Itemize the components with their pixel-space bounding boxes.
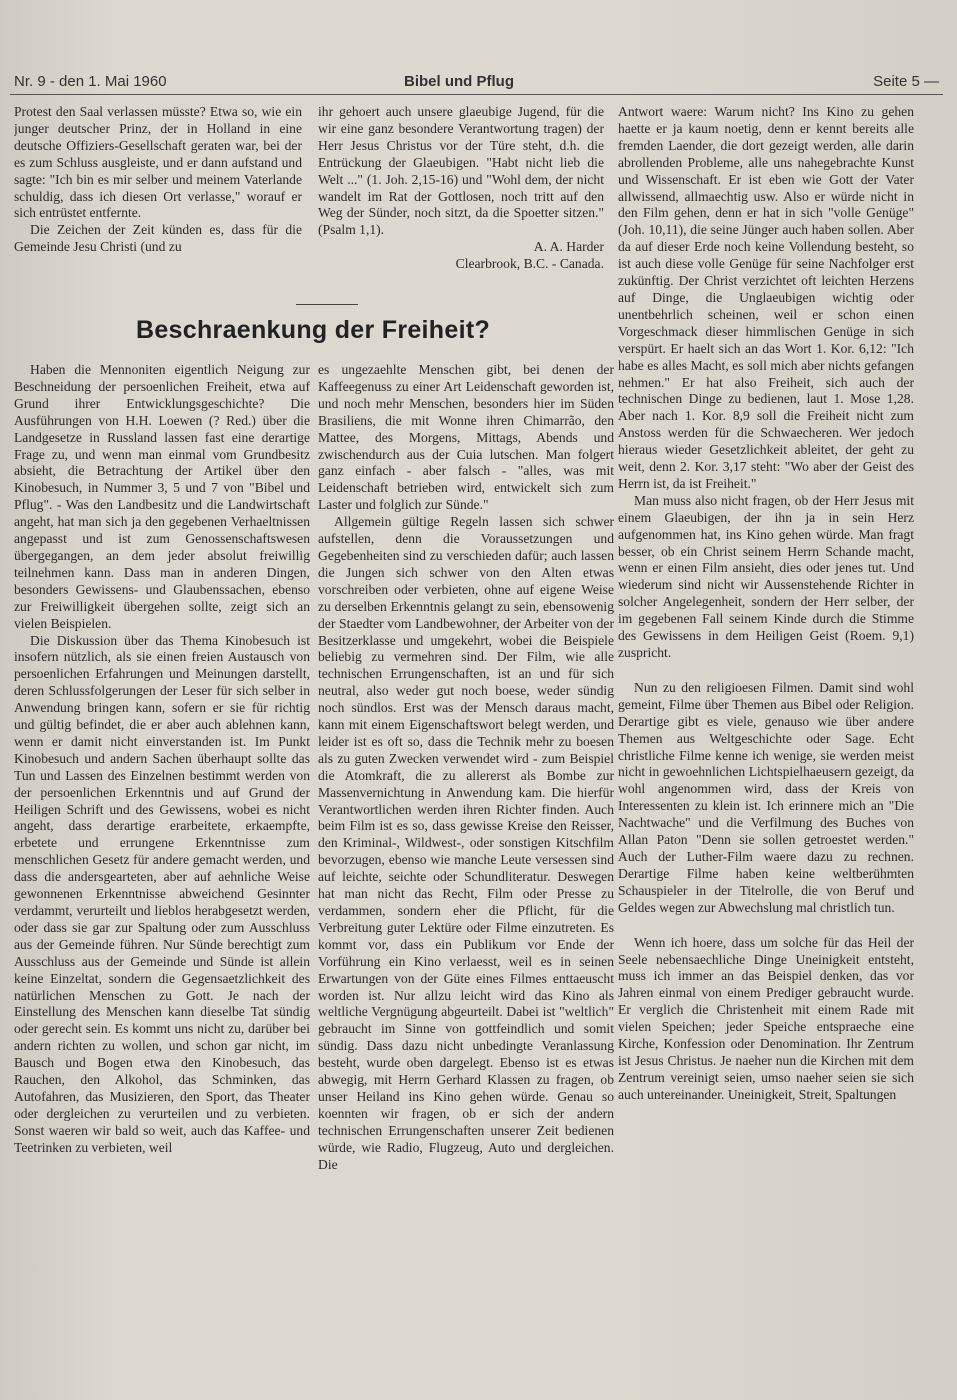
- article2-paragraph: Allgemein gültige Regeln lassen sich schwer aufstellen, denn die Voraussetzungen und Gegebenheiten sind zu verschieden dafür; auch lassen die Jungen sich schwer von den Alten etwas vorschreiben oder verbieten, ohne auf eigene Weise zu derselben Erkenntnis gelangt zu sein, ebensowenig der Staedter vom Landbewohner, der Arbeiter von der Besitzerklasse und umgekehrt, wobei die Beispiele beliebig zu vermehren sind. Der Film, wie alle technischen Errungenschaften, ist an und für sich neutral, also weder gut noch boese, weder sündig noch sündlos. Erst was der Mensch daraus macht, kann mit einem Eigenschaftswort belegt werden, und leider ist es oft so, dass die Technik mehr zu boesen als zu guten Zwecken verwendet wird - zum Beispiel die Atomkraft, die zu allererst als Bombe zur Massenvernichtung in Anwendung kam. Die hierfür Verantwortlichen werden ihren Richter finden. Auch beim Film ist es so, dass gewisse Kreise den Reisser, den Kriminal-, Wildwest-, oder sonstigen Kitschfilm bevorzugen, ebenso wie manche Leute versessen sind auf leichte, seichte oder Schundliteratur. Deswegen hat man nicht das Recht, Film oder Presse zu verdammen, sondern eher die Pflicht, für die Verbreitung guter Lektüre oder Filme einzutreten. Es kommt vor, dass ein Publikum vor Ende der Vorführung ein Kino verlaesst, weil es in seinen Erwartungen von der Güte eines Filmes enttaeuscht worden ist. Nur allzu leicht wird das Kino als weltliche Vergnügung abgeurteilt. Dabei ist "weltlich" gebraucht im Sinne von gottfeindlich und somit sündig. Dass dazu nicht unbedingte Veranlassung besteht, wurde oben dargelegt. Ebenso ist es etwas abwegig, mit Herrn Gerhard Klassen zu fragen, ob unser Heiland ins Kino gehen würde. Genau so koennten wir fragen, ob er sich der andern technischen Errungenschaften unserer Zeit bedienen würde, wie Radio, Flugzeug, Auto und dergleichen. Die: [318, 514, 614, 1172]
- article2-column-right: [618, 104, 914, 1394]
- article2-paragraph: es ungezaehlte Menschen gibt, bei denen der Kaffeegenuss zu einer Art Leidenschaft geworden ist, und noch mehr Menschen, besonders hier im Süden Brasiliens, die mit Wonne ihren Chimarrão, den Mattee, des Morgens, Mittags, Abends und zwischendurch aus der Cuia lutschen. Man folgert ganz einfach - aber falsch - "alles, was mit Leidenschaft betrieben wird, entwickelt sich zum Laster und folglich zur Sünde.": [318, 362, 614, 513]
- article2-paragraph: Die Diskussion über das Thema Kinobesuch ist insofern nützlich, als sie einen freien Austausch von persoenlichen Erfahrungen und Meinungen darstellt, deren Schlussfolgerungen der Leser für sich selber in Anwendung bringen kann, sofern er sie für richtig und gültig befindet, die er aber auch ablehnen kann, wenn er damit nicht einverstanden ist. Im Punkt Kinobesuch und andern Sachen überhaupt sollte das Tun und Lassen des Einzelnen bestimmt werden von der persoenlichen Erkenntnis und auf Grund der Heiligen Schrift und des Gewissens, wobei es nicht angeht, dass derartige erarbeitete, erkaempfte, erbetete und errungene Erkenntnisse zum menschlichen Gesetz für andere gemacht werden, und dass die andersgearteten, aber auf aehnliche Weise gewonnenen Erkenntnisse abweichend Gesinnter verdammt, verurteilt und lieblos herabgesetzt werden, oder dass sie gar zur Spaltung oder zum Ausschluss aus der Gemeinde führen. Nur Sünde berechtigt zum Ausschluss aus der Gemeinde und Sünde ist allein keine Einzeltat, sondern die Gegensaetzlichkeit des natürlichen Menschen zu Gott. Je nach der Einstellung des Menschen kann dieselbe Tat sündig oder gerecht sein. Es kommt uns nicht zu, darüber bei andern richten zu wollen, und schon gar nicht, im Bausch und Bogen etwa den Kinobesuch, das Rauchen, den Alkohol, das Schminken, das Autofahren, das Musizieren, den Sport, das Theater oder dergleichen zu verurteilen und zu verbieten. Sonst waeren wir bald so weit, auch das Kaffee- und Teetrinken zu verbieten, weil: [14, 632, 310, 1155]
- article2-paragraph: Antwort waere: Warum nicht? Ins Kino zu gehen haette er ja kaum noetig, denn er kennt bereits alle fremden Laender, die dort gezeigt werden, alle darin abrollenden Probleme, alle uns nahegebrachte Kunst und Wissenschaft. Er ist eben wie Gott der Vater allwissend, allmaechtig usw. Also er würde nicht in den Film gehen, denn er hat in sich "volle Genüge" (Joh. 10,11), die seine Jünger auch haben sollen. Aber da auf dieser Erde noch keine Vollendung besteht, so ist auch diese volle Genüge für seine Nachfolger erst zukünftig. Der Christ verzichtet oft leichten Herzens auf Dinge, die Unglaeubigen wichtig oder unentbehrlich scheinen, weil er schon einen Vorgeschmack dieser himmlischen Genüge in sich verspürt. Er haelt sich an das Wort 1. Kor. 6,12: "Ich habe es alles Macht, es soll mich aber nichts gefangen nehmen." Er hat also Freiheit, sich auch der technischen Dinge zu bedienen, laut 1. Mose 1,28. Aber nach 1. Kor. 8,9 soll die Freiheit nicht zum Anstoss werden für die Schwaecheren. Wer jedoch hieraus wieder Gesetzlichkeit ableitet, der geht zu weit, denn 2. Kor. 3,17 steht: "Wo aber der Geist des Herrn ist, da ist Freiheit.": [618, 104, 914, 491]
- article2-paragraph: Man muss also nicht fragen, ob der Herr Jesus mit einem Glaeubigen, der ihn ja in sein Herz aufgenommen hat, ins Kino gehen würde. Man fragt besser, ob ein Christ seinem Herrn Schande macht, wenn er einen Film ansieht, dies oder jenes tut. Und wiederum sind nicht wir Aussenstehende Richter in solcher Angelegenheit, sondern der Herr selber, der im gegebenen Fall seinem Kinde durch die Stimme des Gewissens in dem Heiligen Geist (Roem. 9,1) zuspricht.: [618, 492, 914, 660]
- article1-column-middle: [318, 104, 604, 302]
- header-rule: [10, 94, 943, 95]
- article2-paragraph: Nun zu den religioesen Filmen. Damit sind wohl gemeint, Filme über Themen aus Bibel oder Religion. Derartige gibt es viele, genauso wie über andere Themen aus Weltgeschichte oder Sage. Echt christliche Filme kenne ich wenige, sie werden meist nicht in gewoehnlichen Lichtspielhaeusern gezeigt, da wohl angenommen wird, dass der Kreis von Interessenten zu klein ist. Ich erinnere mich an "Die Nachtwache" und die Verfilmung des Buches von Allan Paton "Denn sie sollen getroestet werden." Auch der Luther-Film waere dazu zu rechnen. Derartige Filme haben keine weltberühmten Schauspieler in der Titelrolle, die von Beruf und Geldes wegen zur Abwechslung mal christlich tun.: [618, 679, 914, 915]
- article1-column-left: [14, 104, 302, 306]
- article2-headline: Beschraenkung der Freiheit?: [136, 316, 491, 344]
- article2-paragraph: Haben die Mennoniten eigentlich Neigung zur Beschneidung der persoenlichen Freiheit, etwa auf Grund ihrer Entwicklungsgeschichte? Die Ausführungen von H.H. Loewen (? Red.) über die Landgesetze in Russland lassen fast eine derartige Frage zu, und wenn man einmal vom Grundbesitz absieht, die Betrachtung der Artikel über den Kinobesuch, in Nummer 3, 5 und 7 von "Bibel und Pflug". - Was den Landbesitz und die Landwirtschaft angeht, hat man sich ja den gegebenen Verhaeltnissen angepasst und ist zum Genossenschaftswesen übergegangen, an dem jeder absolut freiwillig teilnehmen kann. Dass man in anderen Dingen, besonders Gewissens- und Glaubenssachen, ebenso zur Freiwilligkeit übergehen sollte, zeigt sich an vielen Beispielen.: [14, 362, 310, 631]
- article2-paragraph: Wenn ich hoere, dass um solche für das Heil der Seele nebensaechliche Dinge Uneinigkeit entsteht, muss ich immer an das Beispiel denken, das vor Jahren einmal von einem Prediger gebraucht wurde. Er verglich die Christenheit mit einem Rade mit vielen Speichen; jeder Speiche entspraeche eine Kirche, Konfession oder Denomination. Ihr Zentrum ist Jesus Christus. Je naeher nun die Kirchen mit dem Zentrum vereinigt seien, umso naeher seien sie sich auch untereinander. Uneinigkeit, Streit, Spaltungen: [618, 934, 914, 1102]
- article1-place: Clearbrook, B.C. - Canada.: [455, 256, 604, 272]
- article1-paragraph: ihr gehoert auch unsere glaeubige Jugend, für die wir eine ganz besondere Verantwortung tragen) der Herr Jesus Christus vor der Türe steht, d.h. die Entrückung der Glaeubigen. "Habt nicht lieb die Welt ..." (1. Joh. 2,15-16) und "Wohl dem, der nicht wandelt im Rat der Gottlosen, noch tritt auf den Weg der Sünder, noch sitzt, da die Spoetter sitzen." (Psalm 1,1).: [318, 104, 604, 238]
- article-divider: [296, 304, 358, 305]
- article1-paragraph: Protest den Saal verlassen müsste? Etwa so, wie ein junger deutscher Prinz, der in Holland in eine deutsche Offiziers-Gesellschaft geraten war, bei der es zum Schluss ausgleiste, und er dann aufstand und sagte: "Ich bin es mir selber und meinem Vaterlande schuldig, dass ich diesen Ort verlasse," worauf er sich entrüstet entfernte.: [14, 104, 302, 221]
- article1-paragraph: Die Zeichen der Zeit künden es, dass für die Gemeinde Jesu Christi (und zu: [14, 222, 302, 255]
- article2-column-middle: [318, 362, 614, 1392]
- article1-author: A. A. Harder: [533, 239, 604, 255]
- page-header: [14, 62, 939, 90]
- page-number: Seite 5 —: [873, 73, 939, 90]
- issue-date: Nr. 9 - den 1. Mai 1960: [14, 73, 167, 90]
- article2-column-left: [14, 362, 310, 1392]
- publication-title: Bibel und Pflug: [404, 73, 514, 90]
